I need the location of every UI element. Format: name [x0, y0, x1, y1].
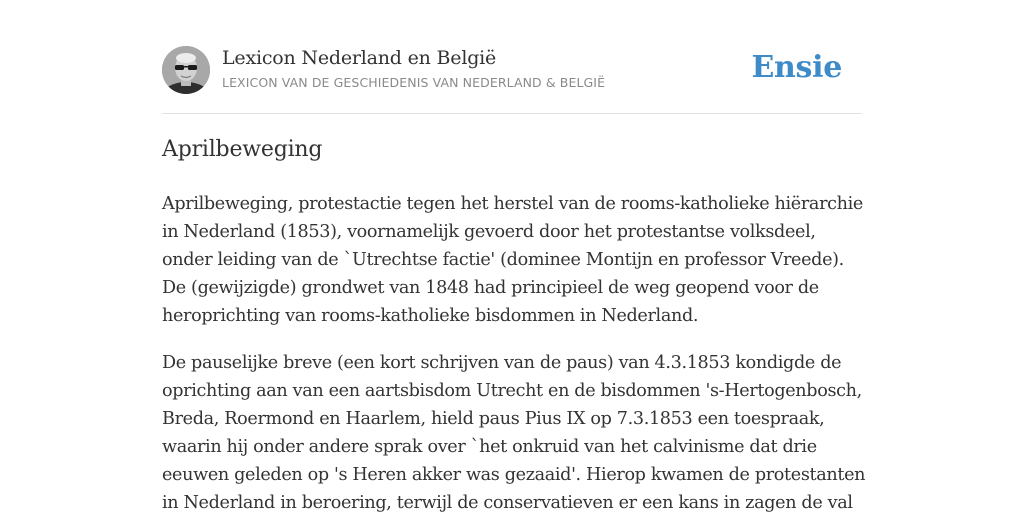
article-title: Aprilbeweging [162, 137, 323, 162]
text-line: heroprichting van rooms-katholieke bisdommen in Nederland. [162, 306, 699, 326]
text-line: oprichting aan van een aartsbisdom Utrecht en de bisdommen 's-Hertogenbosch, [162, 381, 862, 401]
article-paragraph [162, 349, 867, 512]
text-line: in Nederland (1853), voornamelijk gevoerd door het protestantse volksdeel, [162, 222, 816, 242]
text-line: in Nederland in beroering, terwijl de conservatieven er een kans in zagen de val [162, 493, 853, 512]
text-line: onder leiding van de `Utrechtse factie' (dominee Montijn en professor Vreede). [162, 250, 844, 270]
source-header [162, 46, 862, 114]
source-title[interactable]: Lexicon Nederland en België [222, 47, 497, 69]
avatar-portrait-icon [162, 46, 210, 94]
source-subtitle: LEXICON VAN DE GESCHIEDENIS VAN NEDERLAND & BELGIË [222, 75, 606, 90]
text-line: eeuwen geleden op 's Heren akker was gezaaid'. Hierop kwamen de protestanten [162, 465, 866, 485]
article-paragraph [162, 190, 867, 330]
text-line: waarin hij onder andere sprak over `het onkruid van het calvinisme dat drie [162, 437, 817, 457]
text-line: De pauselijke breve (een kort schrijven van de paus) van 4.3.1853 kondigde de [162, 353, 842, 373]
ensie-logo[interactable]: Ensie [751, 50, 842, 85]
text-line: De (gewijzigde) grondwet van 1848 had principieel de weg geopend voor de [162, 278, 819, 298]
text-line: Breda, Roermond en Haarlem, hield paus Pius IX op 7.3.1853 een toespraak, [162, 409, 825, 429]
text-line: Aprilbeweging, protestactie tegen het herstel van de rooms-katholieke hiërarchie [162, 194, 863, 214]
article-body [162, 190, 867, 512]
author-avatar[interactable] [162, 46, 210, 94]
